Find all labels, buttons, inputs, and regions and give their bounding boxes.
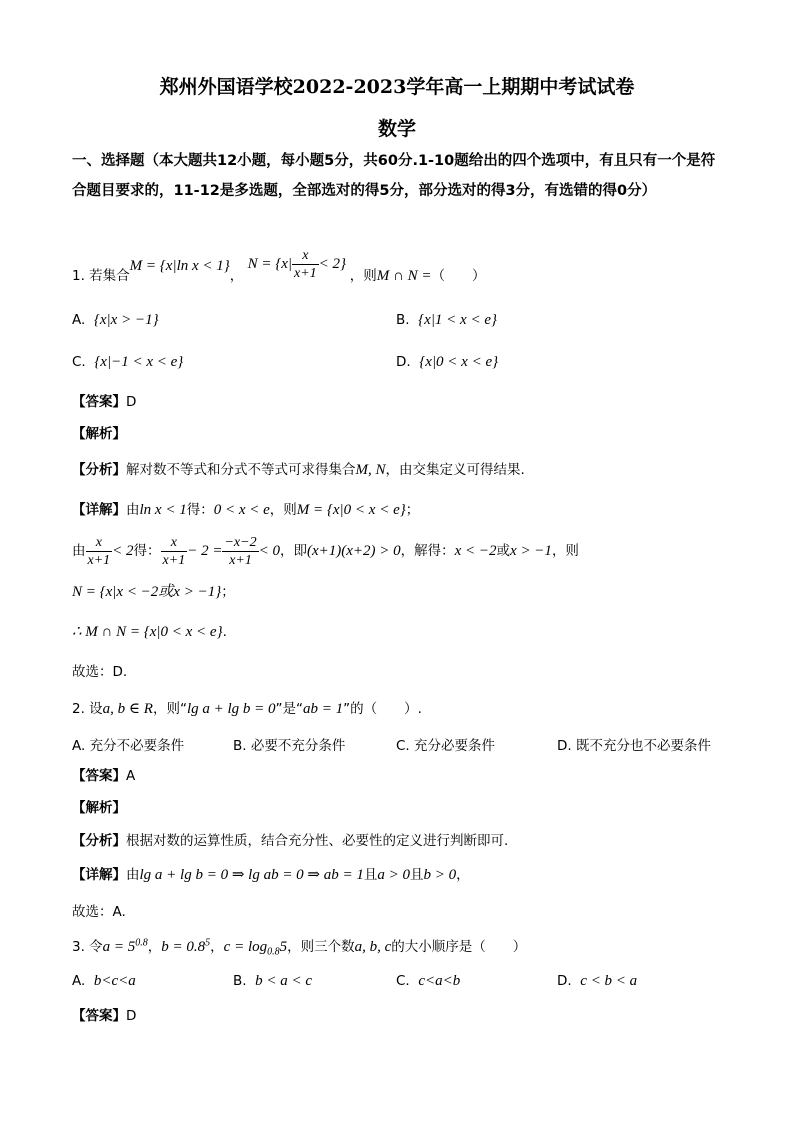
q1-tail-expr: M ∩ N = <box>376 268 432 284</box>
q2-analysis-label: 【分析】 <box>72 833 126 849</box>
q1-detail4-expr: ∴ M ∩ N = {x|0 < x < e} <box>72 624 223 640</box>
q2-choice: 故选：A. <box>72 904 126 920</box>
q2-detail-pre: 由 <box>126 867 140 883</box>
q1-option-c[interactable] <box>72 354 183 371</box>
q2-option-d[interactable]: D. 既不充分也不必要条件 <box>557 738 711 754</box>
q2-detail-expr2: a > 0 <box>377 867 411 883</box>
q1-option-c-letter: C. <box>72 354 86 370</box>
q1-detail-line2 <box>72 533 579 569</box>
q2-jiexi: 【解析】 <box>72 800 126 816</box>
q3-option-d[interactable] <box>557 973 637 990</box>
q3-a-def: a = 5 <box>102 939 136 955</box>
q3-option-d-letter: D. <box>557 973 572 989</box>
q1-stem <box>72 248 486 294</box>
q2-option-c[interactable]: C. 充分必要条件 <box>396 738 496 754</box>
q3-option-c-letter: C. <box>396 973 410 989</box>
q1-detail1-pre: 由 <box>126 502 140 518</box>
q3-option-b[interactable] <box>233 973 312 990</box>
q2-answer-label: 【答案】 <box>72 768 126 784</box>
q1-option-b-letter: B. <box>396 312 410 328</box>
q1-detail3-expr: N = {x|x < −2或x > −1} <box>72 584 222 600</box>
subject-title: 数学 <box>377 118 416 140</box>
q1-option-b-text: {x|1 < x < e} <box>418 312 497 328</box>
q2-detail-qie2: 且 <box>410 867 424 883</box>
q2-ze: ，则“ <box>152 701 187 717</box>
q1-set-n <box>247 248 350 282</box>
q1-detail1-mid: 得： <box>186 502 214 518</box>
q1-detail2-frac1-den: x+1 <box>87 552 111 568</box>
q2-answer-value: A <box>126 768 136 784</box>
q1-jiexi: 【解析】 <box>72 426 126 442</box>
q2-option-b[interactable]: B. 必要不充分条件 <box>233 738 346 754</box>
q3-c-def: c = log <box>223 939 268 955</box>
q3-sep1: ， <box>147 939 162 955</box>
q1-detail2-ze: ，则 <box>551 543 579 559</box>
q3-vars: a, b, c <box>354 939 392 955</box>
q1-detail2-lt2: < 2 <box>112 543 134 559</box>
q1-option-b[interactable] <box>396 312 497 329</box>
q1-detail2-frac2 <box>161 534 188 569</box>
q2-detail-end: ， <box>456 867 470 883</box>
q1-answer <box>72 390 136 410</box>
q2-analysis <box>72 829 508 849</box>
q1-detail2-de: 得： <box>133 543 161 559</box>
q1-detail1-expr1: ln x < 1 <box>139 502 187 518</box>
q1-detail2-frac3-num: −x−2 <box>224 534 257 550</box>
q3-tail: 的大小顺序是（ ） <box>391 939 527 955</box>
q1-detail2-product: (x+1)(x+2) > 0 <box>306 543 401 559</box>
q3-option-a[interactable] <box>72 973 136 990</box>
q2-number: 2. 设 <box>72 701 103 717</box>
q1-tail-paren: （ ） <box>431 268 486 284</box>
q1-detail1-end: ； <box>405 502 420 518</box>
q3-stem <box>72 935 526 958</box>
q3-option-b-text: b < a < c <box>255 973 313 989</box>
q1-set-n-prefix: N = {x| <box>247 256 292 272</box>
q3-b-exp: 5 <box>205 937 211 949</box>
q3-option-b-letter: B. <box>233 973 247 989</box>
q3-option-a-text: b<c<a <box>93 973 136 989</box>
q1-detail2-frac2-num: x <box>161 534 188 552</box>
q3-a-exp: 0.8 <box>135 937 148 949</box>
q2-de: ”的（ ）. <box>343 701 422 717</box>
q3-option-a-letter: A. <box>72 973 86 989</box>
q2-stem <box>72 697 422 718</box>
q1-detail-line3 <box>72 580 235 601</box>
q1-number: 1. 若集合 <box>72 268 130 284</box>
q3-answer <box>72 1004 136 1024</box>
section-heading: 一、选择题（本大题共12小题，每小题5分，共60分.1-10题给出的四个选项中，有且只有一个是符合题目要求的，11-12是多选题，全部选对的得5分，部分选对的得3分，有选错的得0分） <box>72 153 716 199</box>
q1-answer-value: D <box>126 394 137 410</box>
q3-number: 3. 令 <box>72 939 103 955</box>
q1-detail2-sol2: x > −1 <box>510 543 552 559</box>
q3-option-c[interactable] <box>396 973 460 990</box>
q1-detail2-lt0: < 0 <box>258 543 280 559</box>
q2-expr2: lg a + lg b = 0 <box>186 701 276 717</box>
q1-answer-label: 【答案】 <box>72 394 126 410</box>
q3-answer-label: 【答案】 <box>72 1008 126 1024</box>
q1-detail2-frac1 <box>86 534 113 569</box>
q1-option-a-text: {x|x > −1} <box>93 312 159 328</box>
q1-tail-pre: ，则 <box>349 268 377 284</box>
q1-detail2-frac1-num: x <box>86 534 113 552</box>
q1-option-d-text: {x|0 < x < e} <box>419 354 499 370</box>
q3-b-def: b = 0.8 <box>161 939 206 955</box>
q1-choice: 故选：D. <box>72 664 128 680</box>
q1-detail2-huo: 或 <box>496 543 511 559</box>
q2-detail-expr: lg a + lg b = 0 ⇒ lg ab = 0 ⇒ ab = 1 <box>139 867 364 883</box>
q1-frac-den: x+1 <box>293 266 317 282</box>
q1-detail2-pre: 由 <box>72 543 86 559</box>
q1-detail2-minus2: − 2 = <box>187 543 223 559</box>
exam-title: 郑州外国语学校2022-2023学年高一上期期中考试试卷 <box>159 76 635 98</box>
q1-detail-line4 <box>72 622 227 641</box>
q1-set-n-suffix: < 2} <box>318 256 347 272</box>
q2-expr3: ab = 1 <box>303 701 344 717</box>
q3-option-d-text: c < b < a <box>580 973 638 989</box>
q1-detail2-ji: ，即 <box>279 543 307 559</box>
q1-fraction <box>292 247 319 282</box>
q1-detail1-mid2: ，则 <box>269 502 297 518</box>
q3-sep2: ， <box>210 939 224 955</box>
q2-expr1: a, b ∈ R <box>102 701 153 717</box>
q3-answer-value: D <box>126 1008 137 1024</box>
q1-detail2-jiede: ，解得： <box>400 543 455 559</box>
q2-detail <box>72 863 470 884</box>
q3-c-tail: 5 <box>279 939 288 955</box>
q2-detail-qie: 且 <box>363 867 378 883</box>
q1-option-a[interactable] <box>72 312 159 329</box>
q1-detail2-sol1: x < −2 <box>454 543 497 559</box>
q2-answer <box>72 764 135 784</box>
q1-option-d-letter: D. <box>396 354 411 370</box>
q1-detail1-expr3: M = {x|0 < x < e} <box>296 502 406 518</box>
q1-detail2-frac3-den: x+1 <box>229 552 252 568</box>
q2-option-a[interactable]: A. 充分不必要条件 <box>72 738 185 754</box>
q1-detail1-expr2: 0 < x < e <box>213 502 270 518</box>
q1-option-d[interactable] <box>396 354 498 371</box>
q1-analysis-label: 【分析】 <box>72 462 126 478</box>
q1-detail2-frac2-den: x+1 <box>162 552 186 568</box>
q1-detail-label: 【详解】 <box>72 502 126 518</box>
q2-detail-expr3: b > 0 <box>423 867 457 883</box>
q3-c-sub: 0.8 <box>267 946 280 958</box>
q1-analysis-expr: M, N <box>355 462 386 478</box>
q1-detail3-end: ； <box>221 584 235 600</box>
q1-frac-num: x <box>292 247 319 265</box>
q2-analysis-text: 根据对数的运算性质，结合充分性、必要性的定义进行判断即可. <box>126 833 509 849</box>
q1-comma: ， <box>229 268 244 284</box>
q1-detail4-end: . <box>222 624 227 640</box>
q1-analysis-text2: ，由交集定义可得结果. <box>385 462 525 478</box>
q3-option-c-text: c<a<b <box>418 973 461 989</box>
q2-shi: ”是“ <box>275 701 304 717</box>
q2-detail-label: 【详解】 <box>72 867 126 883</box>
q1-detail2-frac3 <box>222 534 258 569</box>
q1-analysis <box>72 458 525 479</box>
q1-set-m: M = {x|ln x < 1} <box>129 258 230 274</box>
q3-ze: ，则三个数 <box>287 939 355 955</box>
q1-option-c-text: {x|−1 < x < e} <box>94 354 184 370</box>
q1-detail-line1 <box>72 498 419 519</box>
q1-option-a-letter: A. <box>72 312 86 328</box>
q1-analysis-text1: 解对数不等式和分式不等式可求得集合 <box>126 462 356 478</box>
